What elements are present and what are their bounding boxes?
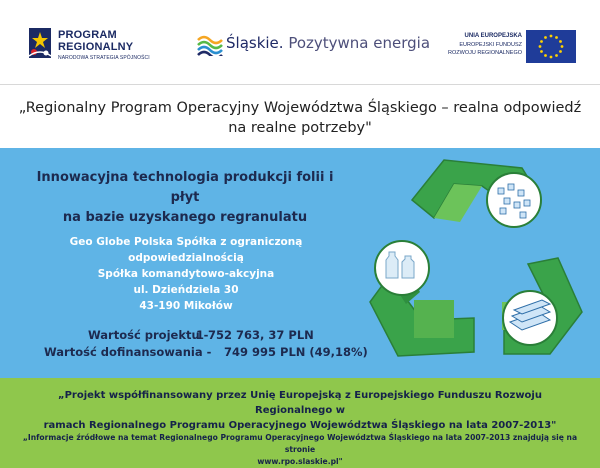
company-info [16, 234, 356, 314]
company-city: 43-190 Mikołów [139, 300, 233, 312]
program-logo-line1: PROGRAM [58, 29, 117, 41]
slaskie-logo [196, 32, 431, 56]
slaskie-tagline: Pozytywna energia [288, 34, 431, 52]
slaskie-waves-icon [196, 32, 224, 56]
cofinance-note [20, 388, 580, 433]
cofinancing-amount: 749 995 PLN (49,18%) [224, 345, 368, 359]
info-line1: „Informacje źródłowe na temat Regionalnego Programu Operacyjnego Województwa Śląskiego na lata 2007-2013 znajdują się na stronie [22, 433, 578, 454]
cofinance-line2: ramach Regionalnego Programu Operacyjnego Województwa Śląskiego na lata 2007-2013" [43, 420, 557, 431]
program-logo-line2: REGIONALNY [58, 41, 134, 53]
project-title [30, 168, 340, 228]
project-value-amount: 1 752 763, 37 PLN [196, 328, 314, 342]
slaskie-name: Śląskie. [226, 34, 284, 52]
header [0, 0, 600, 84]
program-regionalny-logo [26, 26, 176, 66]
company-street: ul. Dzieńdziela 30 [133, 284, 239, 296]
company-name: Geo Globe Polska Spółka z ograniczoną odpowiedzialnością [69, 236, 303, 264]
page-title-line2: na realne potrzeby" [228, 120, 372, 136]
program-logo-line3: NARODOWA STRATEGIA SPÓJNOŚCI [58, 55, 150, 61]
recycle-arrow-left-highlight [414, 300, 454, 338]
cofinancing-label: Wartość dofinansowania - [44, 345, 212, 359]
eu-logo-line2: EUROPEJSKI FUNDUSZ [459, 42, 522, 48]
cofinance-line1: „Projekt współfinansowany przez Unię Europejską z Europejskiego Funduszu Rozwoju Regionalnego w [58, 390, 542, 416]
molecules-icon [487, 173, 541, 227]
project-value-label: Wartość projektu - [88, 328, 209, 342]
page-title-line1: „Regionalny Program Operacyjny Województwa Śląskiego – realna odpowiedź [18, 100, 582, 116]
eu-logo [448, 30, 578, 64]
project-title-line2: na bazie uzyskanego regranulatu [62, 210, 308, 225]
eu-flag-icon [526, 30, 576, 63]
bottles-icon [375, 241, 429, 295]
slaskie-logo-text [226, 34, 430, 52]
film-sheets-icon [503, 291, 557, 345]
program-regionalny-star-icon [26, 26, 56, 62]
info-link[interactable]: www.rpo.slaskie.pl" [257, 457, 343, 466]
info-note [20, 432, 580, 468]
eu-logo-line1: UNIA EUROPEJSKA [464, 33, 522, 39]
project-title-line1: Innowacyjna technologia produkcji folii i płyt [36, 170, 334, 205]
eu-logo-line3: ROZWOJU REGIONALNEGO [448, 50, 522, 56]
page-title [14, 98, 586, 138]
recycle-icon [362, 152, 588, 376]
company-type: Spółka komandytowo-akcyjna [97, 268, 275, 280]
